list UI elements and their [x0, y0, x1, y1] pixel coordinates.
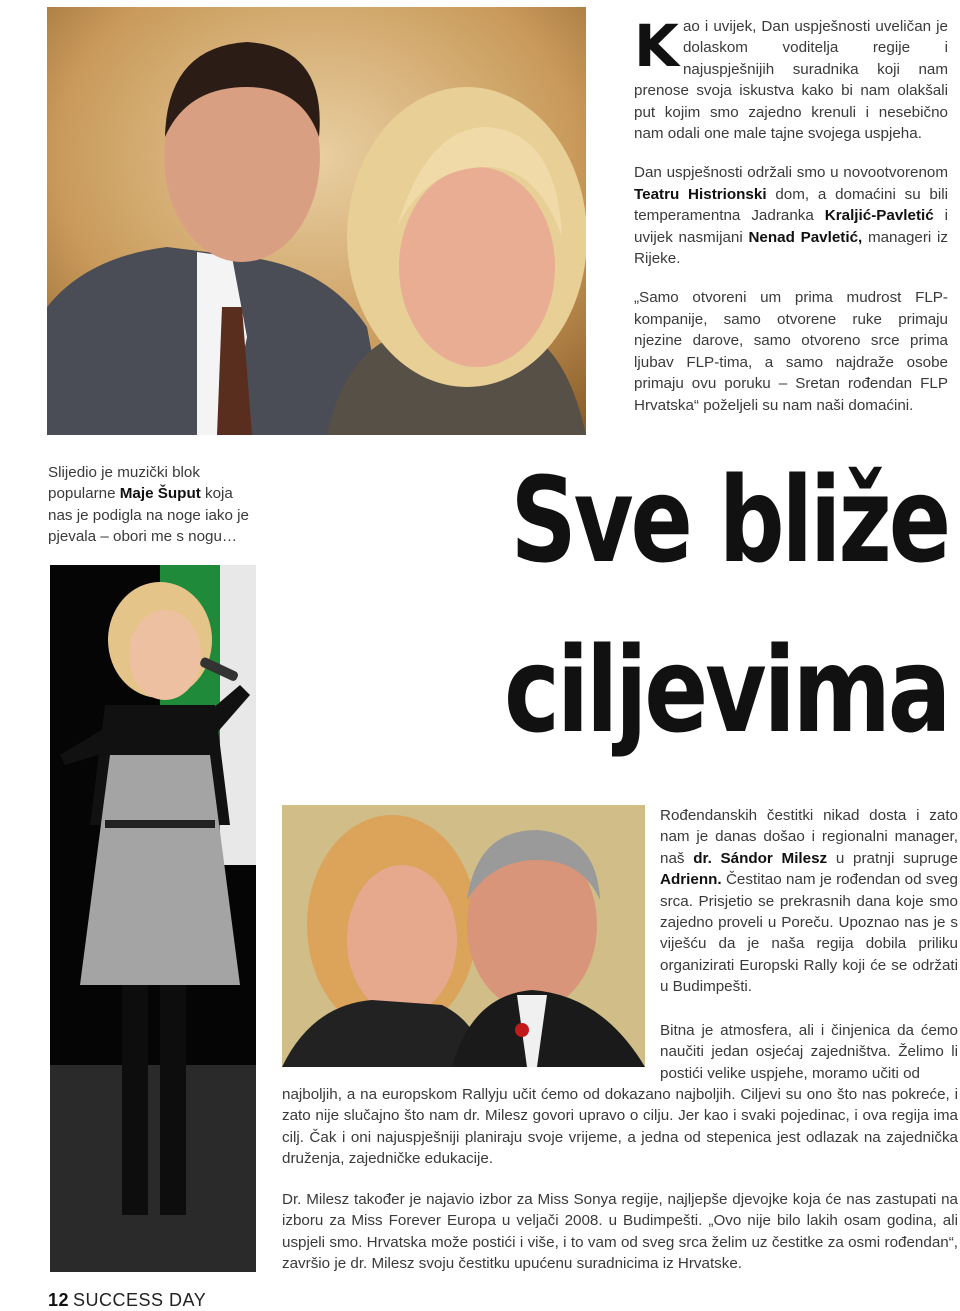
headline-line-1: Sve bliže	[510, 451, 948, 589]
photo-top-couple	[47, 7, 586, 435]
paragraph-manager: Rođendanskih čestitki nikad dosta i zato nam je danas došao i regionalni manager, naš dr. Sándor Milesz u pratnji supruge Adrienn. Čestitao nam je rođendan od sveg srca. Prisjetio se prekrasnih dana koje smo zajedno proveli u Poreču. Upoznao nas je s viješću da je naša regija dobila priliku organizirati Europski Rally koji će se održati u Budimpešti.	[660, 807, 959, 996]
photo-bottom-couple	[282, 805, 645, 1067]
left-caption: Slijedio je muzički blok popularne Maje Šuput koja nas je podigla na noge iako je pjevala – obori me s nogu…	[48, 464, 249, 546]
drop-cap: K	[634, 12, 679, 80]
photo-singer	[50, 565, 256, 1272]
intro-text: ao i uvijek, Dan uspješnosti uveličan je dolaskom voditelja regije i najuspješnijih suradnika koji nam prenose svoja iskustva kako bi nam olakšali put kojim smo zajedno krenuli i nesebično nam odali one male tajne svojega uspjeha.	[634, 18, 948, 143]
intro-paragraph	[634, 12, 948, 434]
manager-name: dr. Sándor Milesz	[693, 849, 828, 867]
singer-name: Maje Šuput	[119, 485, 201, 503]
paragraph-atmosphere-start: Bitna je atmosfera, ali i činjenica da ćemo naučiti jedan osjećaj zajedništva. Želimo li postići velike uspjehe, moramo učiti od	[660, 1022, 958, 1082]
host-name-1: Kraljić-Pavletić	[824, 207, 934, 225]
page-footer	[48, 1290, 206, 1311]
paragraph-quote: „Samo otvoreni um prima mudrost FLP-kompanije, samo otvorene ruke primaju njezine darove, samo otvoreno srce prima ljubav FLP-tima, a samo najdraže osobe primaju ovu poruku – Sretan rođendan FLP Hrvatska“ poželjeli su nam naši domaćini.	[634, 289, 948, 414]
paragraph-atmosphere-cont: najboljih, a na europskom Rallyju učit ćemo od dokazano najboljih. Ciljevi su ono što nas pokreće, i zato nije slučajno što nam dr. Milesz govori upravo o cilju. Jer kao i svaki pojedinac, i ova regija ima cilj. Čak i oni najuspješniji planiraju svoje vrijeme, a jedna od stepenica jest odlazak na zajednička druženja, zajedničke edukacije.	[282, 1086, 958, 1168]
headline-line-2: ciljevima	[503, 621, 948, 759]
spouse-name: Adrienn.	[660, 871, 722, 889]
paragraph-closing: Dr. Milesz također je najavio izbor za Miss Sonya regije, najljepše djevojke koja će nas zastupati na izboru za Miss Forever Europa u veljači 2008. u Budimpešti. „Ovo nije bilo lakih osam godina, ali uspjeli smo. Hrvatska može postići i više, i to vam od sveg srca želim uz čestitke za osmi rođendan“, završio je dr. Milesz svoju čestitku upućenu suradnicima iz Hrvatske.	[282, 1191, 958, 1273]
page-number: 12	[48, 1290, 70, 1310]
host-name-2: Nenad Pavletić,	[748, 228, 863, 246]
venue-name: Teatru Histrionski	[634, 185, 767, 203]
paragraph-venue: Dan uspješnosti održali smo u novootvorenom Teatru Histrionski dom, a domaćini su bili temperamentna Jadranka Kraljić-Pavletić i uvijek nasmijani Nenad Pavletić, manageri iz Rijeke.	[634, 164, 948, 268]
magazine-name: SUCCESS DAY	[73, 1290, 207, 1310]
